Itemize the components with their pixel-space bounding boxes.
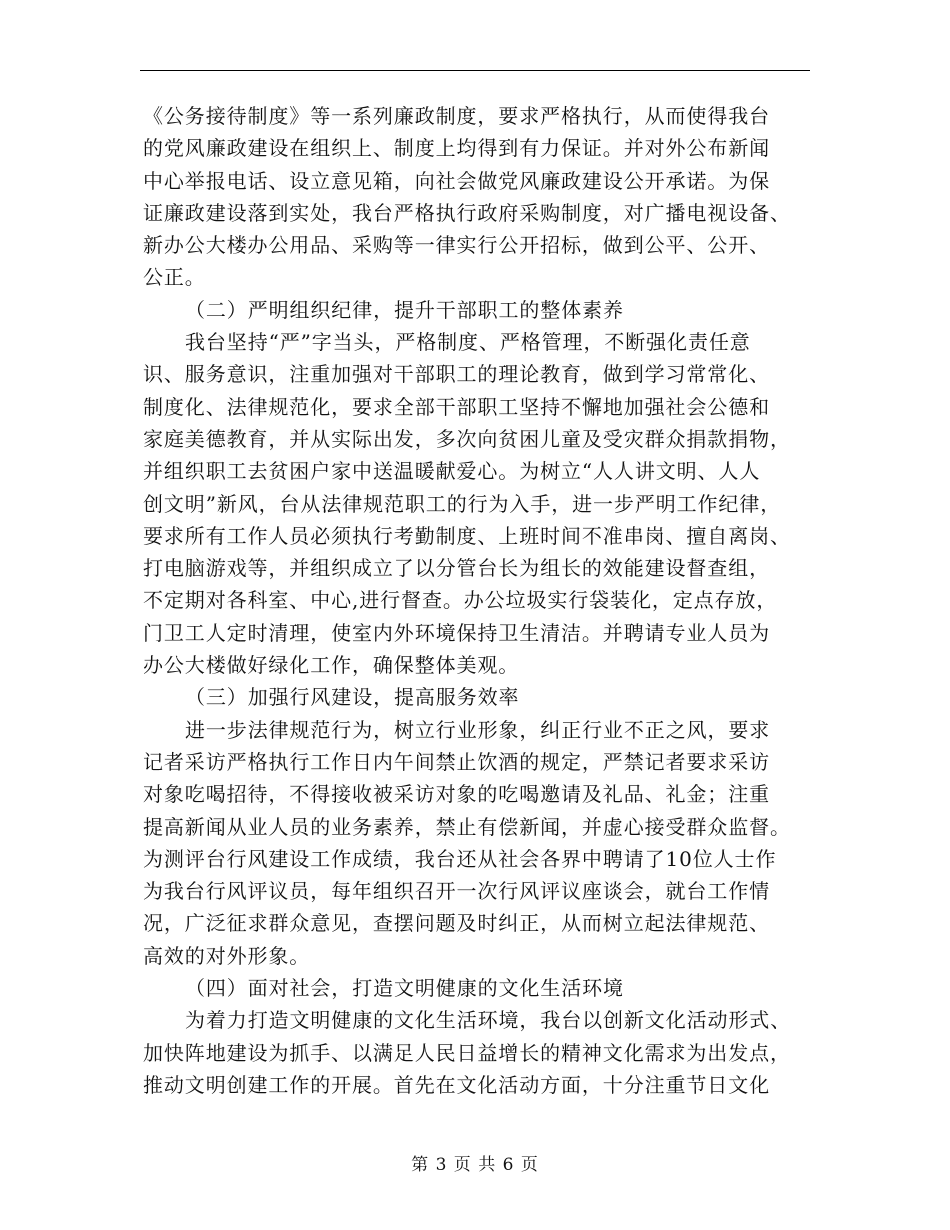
text-line: 办公大楼做好绿化工作，确保整体美观。 xyxy=(143,653,520,678)
text-line: 创文明”新风，台从法律规范职工的行为入手，进一步严明工作纪律， xyxy=(143,491,782,516)
text-line: 制度化、法律规范化，要求全部干部职工坚持不懈地加强社会公德和 xyxy=(143,394,770,419)
text-line: 并组织职工去贫困户家中送温暖献爱心。为树立“人人讲文明、人人 xyxy=(143,459,761,484)
text-line: 为测评台行风建设工作成绩，我台还从社会各界中聘请了10位人士作 xyxy=(143,846,777,871)
text-line: 公正。 xyxy=(143,265,206,290)
text-line: 我台坚持“严”字当头，严格制度、严格管理，不断强化责任意 xyxy=(185,330,751,355)
text-line: 门卫工人定时清理，使室内外环境保持卫生清洁。并聘请专业人员为 xyxy=(143,620,770,645)
text-line: 打电脑游戏等，并组织成立了以分管台长为组长的效能建设督查组， xyxy=(143,556,770,581)
text-line: 《公务接待制度》等一系列廉政制度，要求严格执行，从而使得我台 xyxy=(143,104,770,128)
text-line: 识、服务意识，注重加强对干部职工的理论教育，做到学习常常化、 xyxy=(143,362,770,387)
text-line: 的党风廉政建设在组织上、制度上均得到有力保证。并对外公布新闻 xyxy=(143,136,770,161)
text-line: 况，广泛征求群众意见，查摆问题及时纠正，从而树立起法律规范、 xyxy=(143,911,770,936)
document-body xyxy=(143,100,813,1101)
section-heading: （三）加强行风建设，提高服务效率 xyxy=(185,685,520,710)
text-line: 高效的对外形象。 xyxy=(143,943,311,968)
page-number-footer: 第 3 页 共 6 页 xyxy=(411,1155,539,1175)
text-line: 推动文明创建工作的开展。首先在文化活动方面，十分注重节日文化 xyxy=(143,1072,770,1097)
section-heading: （四）面对社会，打造文明健康的文化生活环境 xyxy=(185,976,624,1001)
text-line: 提高新闻从业人员的业务素养，禁止有偿新闻，并虚心接受群众监督。 xyxy=(143,814,791,839)
text-line: 为我台行风评议员，每年组织召开一次行风评议座谈会，就台工作情 xyxy=(143,879,770,904)
text-line: 对象吃喝招待，不得接收被采访对象的吃喝邀请及礼品、礼金；注重 xyxy=(143,782,770,807)
text-line: 不定期对各科室、中心,进行督查。办公垃圾实行袋装化，定点存放， xyxy=(143,588,778,613)
header-rule xyxy=(140,70,810,71)
text-line: 证廉政建设落到实处，我台严格执行政府采购制度，对广播电视设备、 xyxy=(143,200,791,225)
text-line: 加快阵地建设为抓手、以满足人民日益增长的精神文化需求为出发点， xyxy=(143,1040,791,1065)
text-line: 要求所有工作人员必须执行考勤制度、上班时间不准串岗、擅自离岗、 xyxy=(143,523,791,548)
text-line: 进一步法律规范行为，树立行业形象，纠正行业不正之风，要求 xyxy=(185,717,771,742)
text-line: 家庭美德教育，并从实际出发，多次向贫困儿童及受灾群众捐款捐物， xyxy=(143,426,791,451)
text-line: 中心举报电话、设立意见箱，向社会做党风廉政建设公开承诺。为保 xyxy=(143,168,770,193)
text-line: 记者采访严格执行工作日内午间禁止饮酒的规定，严禁记者要求采访 xyxy=(143,749,770,774)
section-heading: （二）严明组织纪律，提升干部职工的整体素养 xyxy=(185,297,624,322)
text-line: 新办公大楼办公用品、采购等一律实行公开招标，做到公平、公开、 xyxy=(143,233,770,258)
text-line: 为着力打造文明健康的文化生活环境，我台以创新文化活动形式、 xyxy=(185,1008,792,1033)
